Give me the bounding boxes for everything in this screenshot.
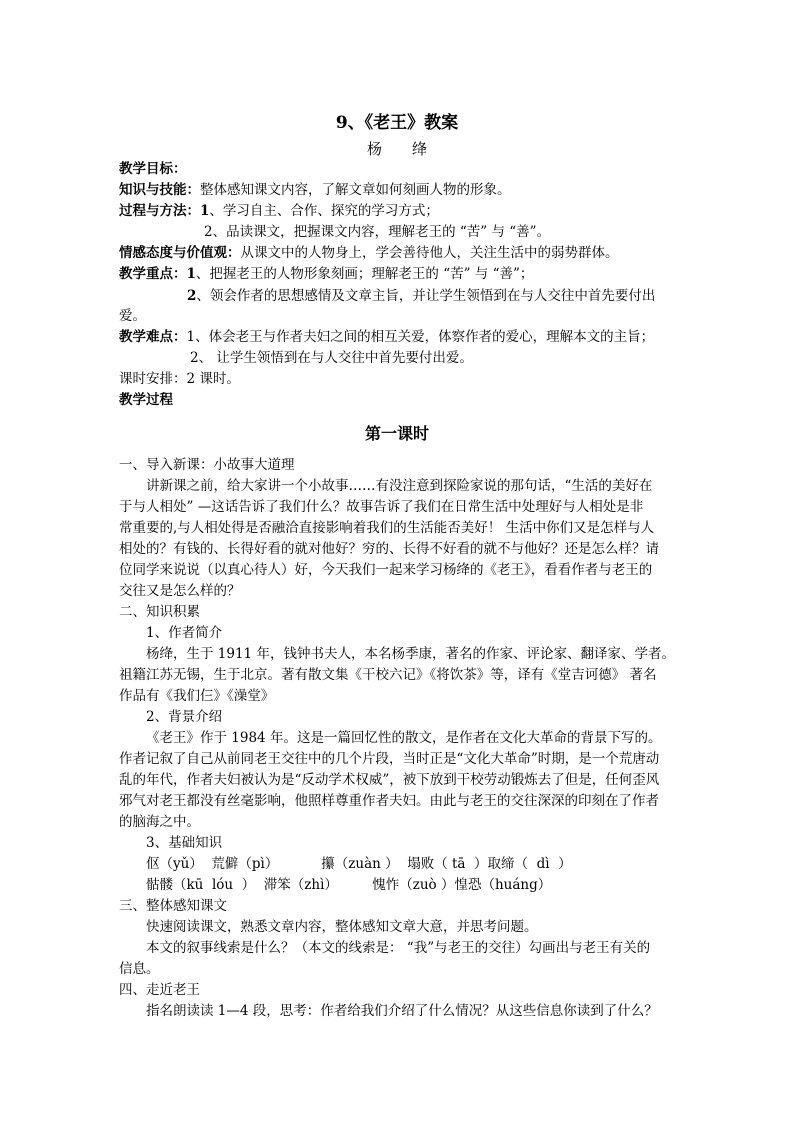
key-point-num-2: 2 <box>187 288 197 304</box>
vocabulary-line-1: 伛（yǔ） 荒僻（pì） 攥（zuàn ） 塌败（ tā ）取缔（ dì ） <box>146 856 572 872</box>
author-intro-line-1: 杨绛，生于 1911 年，钱钟书夫人，本名杨季康，著名的作家、评论家、翻译家、学者。 <box>146 646 675 662</box>
approach-line-1: 指名朗读读 1—4 段，思考：作者给我们介绍了什么情况？从这些信息你读到了什么？ <box>146 1003 658 1019</box>
background-line-1: 《老王》作于 1984 年。这是一篇回忆性的散文，是作者在文化大革命的背景下写的。 <box>146 730 662 746</box>
section-3-heading: 三、整体感知课文 <box>119 898 227 914</box>
process-method-num: 1 <box>200 203 210 219</box>
emotion-value-text: 从课文中的人物身上，学会善待他人，关注生活中的弱势群体。 <box>240 245 619 261</box>
difficulty-line-1 <box>119 328 654 346</box>
perception-line-1: 快速阅读课文，熟悉文章内容，整体感知文章大意，并思考问题。 <box>146 919 538 935</box>
intro-line-3: 常重要的,与人相处得是否融洽直接影响着我们的生活能否美好！ 生活中你们又是怎样与人 <box>119 520 655 536</box>
difficulty-line-2: 2、 让学生领悟到在与人交往中首先要付出爱。 <box>190 350 473 366</box>
page-title: 9、《老王》教案 <box>335 113 459 133</box>
background-heading: 2、背景介绍 <box>146 709 223 725</box>
perception-line-3: 信息。 <box>119 961 160 977</box>
background-line-2: 作者记叙了自己从前同老王交往中的几个片段，当时正是“文化大革命”时期，是一个荒唐动 <box>119 751 660 767</box>
intro-line-1: 讲新课之前，给大家讲一个小故事……有没注意到探险家说的那句话，“生活的美好在 <box>146 478 653 494</box>
intro-line-4: 相处的？有钱的、长得好看的就对他好？穷的、长得不好看的就不与他好？还是怎么样？请 <box>119 541 659 557</box>
section-1-heading: 一、导入新课：小故事大道理 <box>119 457 295 473</box>
author-name: 杨 绛 <box>366 140 427 158</box>
knowledge-skill-label: 知识与技能： <box>119 182 200 198</box>
key-point-text-1: 、把握老王的人物形象刻画；理解老王的 “苦” 与 “善”； <box>195 266 534 282</box>
key-point-num-1: 1 <box>186 266 196 282</box>
background-line-5: 的脑海之中。 <box>119 814 200 830</box>
difficulty-label: 教学难点： <box>119 329 187 345</box>
intro-line-5: 位同学来说说（以真心待人）好，今天我们一起来学习杨绛的《老王》，看看作者与老王的 <box>119 562 653 578</box>
emotion-value-label: 情感态度与价值观： <box>119 245 241 261</box>
perception-line-2: 本文的叙事线索是什么？（本文的线索是： “我”与老王的交往）勾画出与老王有关的 <box>146 940 651 956</box>
section-2-heading: 二、知识积累 <box>119 604 200 620</box>
schedule-line: 课时安排：2 课时。 <box>119 371 240 387</box>
background-line-3: 乱的年代，作者夫妇被认为是“反动学术权威”，被下放到干校劳动锻炼去了但是，任何歪风 <box>119 772 660 788</box>
key-point-text-2: 、领会作者的思想感情及文章主旨，并让学生领悟到在与人交往中首先要付出 <box>196 288 656 304</box>
key-point-line-1 <box>119 265 533 283</box>
background-line-4: 邪气对老王都没有丝毫影响，他照样尊重作者夫妇。由此与老王的交往深深的印刻在了作者 <box>119 793 659 809</box>
key-point-line-2 <box>187 287 655 305</box>
author-intro-line-2: 祖籍江苏无锡，生于北京。著有散文集《干校六记》《将饮茶》等，译有《堂吉诃德》 著名 <box>119 667 657 683</box>
basic-knowledge-heading: 3、基础知识 <box>146 835 223 851</box>
vocabulary-line-2: 骷髅（kū lóu ） 滞笨（zhì） 愧怍（zuò ）惶恐（huáng） <box>146 877 552 893</box>
process-method-line <box>119 202 439 220</box>
author-intro-line-3: 作品有《我们仨》《澡堂》 <box>119 688 275 704</box>
process-method-line-2: 2、品读课文，把握课文内容，理解老王的 “苦” 与 “善”。 <box>204 224 551 240</box>
lesson-one-heading: 第一课时 <box>364 424 429 443</box>
process-method-text: 、学习自主、合作、探究的学习方式； <box>209 203 439 219</box>
intro-line-2: 于与人相处” —这话告诉了我们什么？故事告诉了我们在日常生活中处理好与人相处是非 <box>119 499 644 515</box>
process-heading: 教学过程 <box>119 392 173 408</box>
process-method-label: 过程与方法： <box>119 203 200 219</box>
knowledge-skill-text: 整体感知课文内容，了解文章如何刻画人物的形象。 <box>200 182 511 198</box>
emotion-value-line <box>119 244 619 262</box>
knowledge-skill-line <box>119 181 511 199</box>
key-point-label: 教学重点： <box>119 266 187 282</box>
key-point-line-2-cont: 爱。 <box>119 308 146 324</box>
difficulty-text-1: 1、体会老王与作者夫妇之间的相互关爱，体察作者的爱心，理解本文的主旨； <box>186 329 655 345</box>
intro-line-6: 交往又是怎么样的？ <box>119 583 241 599</box>
author-intro-heading: 1、作者简介 <box>146 625 223 641</box>
section-4-heading: 四、走近老王 <box>119 982 200 998</box>
objectives-heading: 教学目标： <box>119 161 187 177</box>
